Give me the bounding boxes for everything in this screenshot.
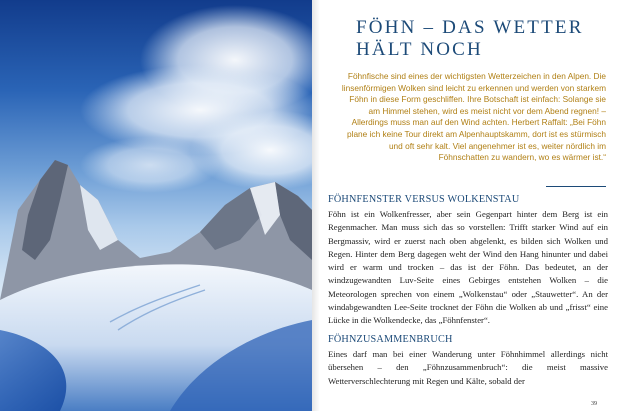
intro-text: Föhnfische sind eines der wichtigsten Wetterzeichen in den Alpen. Die linsenförmigen Wolken sind leicht zu erkennen und werden von starkem Föhn in diese Form geschliffen. Ihre Botschaft ist einfach: Solange sie am Himmel stehen, wird es meist nicht vor dem Abend regnen! – Allerdings muss man auf den Wind achten. Herbert Raffalt: „Bei Föhn plane ich keine Tour direkt am Alpenhauptskamm, dort ist es stürmisch und oft sehr kalt. Viel angenehmer ist es, weiter nördlich im Föhnschatten zu wandern, wo es wärmer ist.“ [341,71,606,163]
section-body: Föhn ist ein Wolkenfresser, aber sein Gegenpart hinter dem Berg ist ein Regenmacher. Man muss sich das so vorstellen: Trifft starker Wind auf ein Bergmassiv, wird er zuerst nach oben abgelenkt, es bilden sich Wolken und Regen. Hinter dem Berg dagegen weht der Wind den Hang hinunter und dabei wird er warm und trocken – das ist der Föhn. Das bedeutet, an der windzugewandten Luv-Seite eines Gebirges entstehen Wolken – die Meteorologen sprechen von einem „Wolkenstau“ oder „Stauwetter“. An der windabgewandten Lee-Seite trocknet der Föhn die Wolken ab und „frisst“ eine Lücke in die Wolkendecke, das „Föhnfenster“. [328,209,608,326]
section-heading: FÖHNFENSTER VERSUS WOLKENSTAU [328,194,520,205]
page-gutter [312,0,320,411]
section-heading: FÖHNZUSAMMENBRUCH [328,334,453,345]
title-line: FÖHN – DAS WETTER [356,17,584,38]
title-line: HÄLT NOCH [356,39,483,60]
page-title [356,17,606,61]
section-body: Eines darf man bei einer Wanderung unter Föhnhimmel allerdings nicht übersehen – den „Föhnzusammenbruch“: die meist massive Wetterverschlechterung mit Regen und Kälte, sobald der [328,349,608,386]
divider-rule [546,186,606,187]
page-number: 39 [591,401,597,407]
